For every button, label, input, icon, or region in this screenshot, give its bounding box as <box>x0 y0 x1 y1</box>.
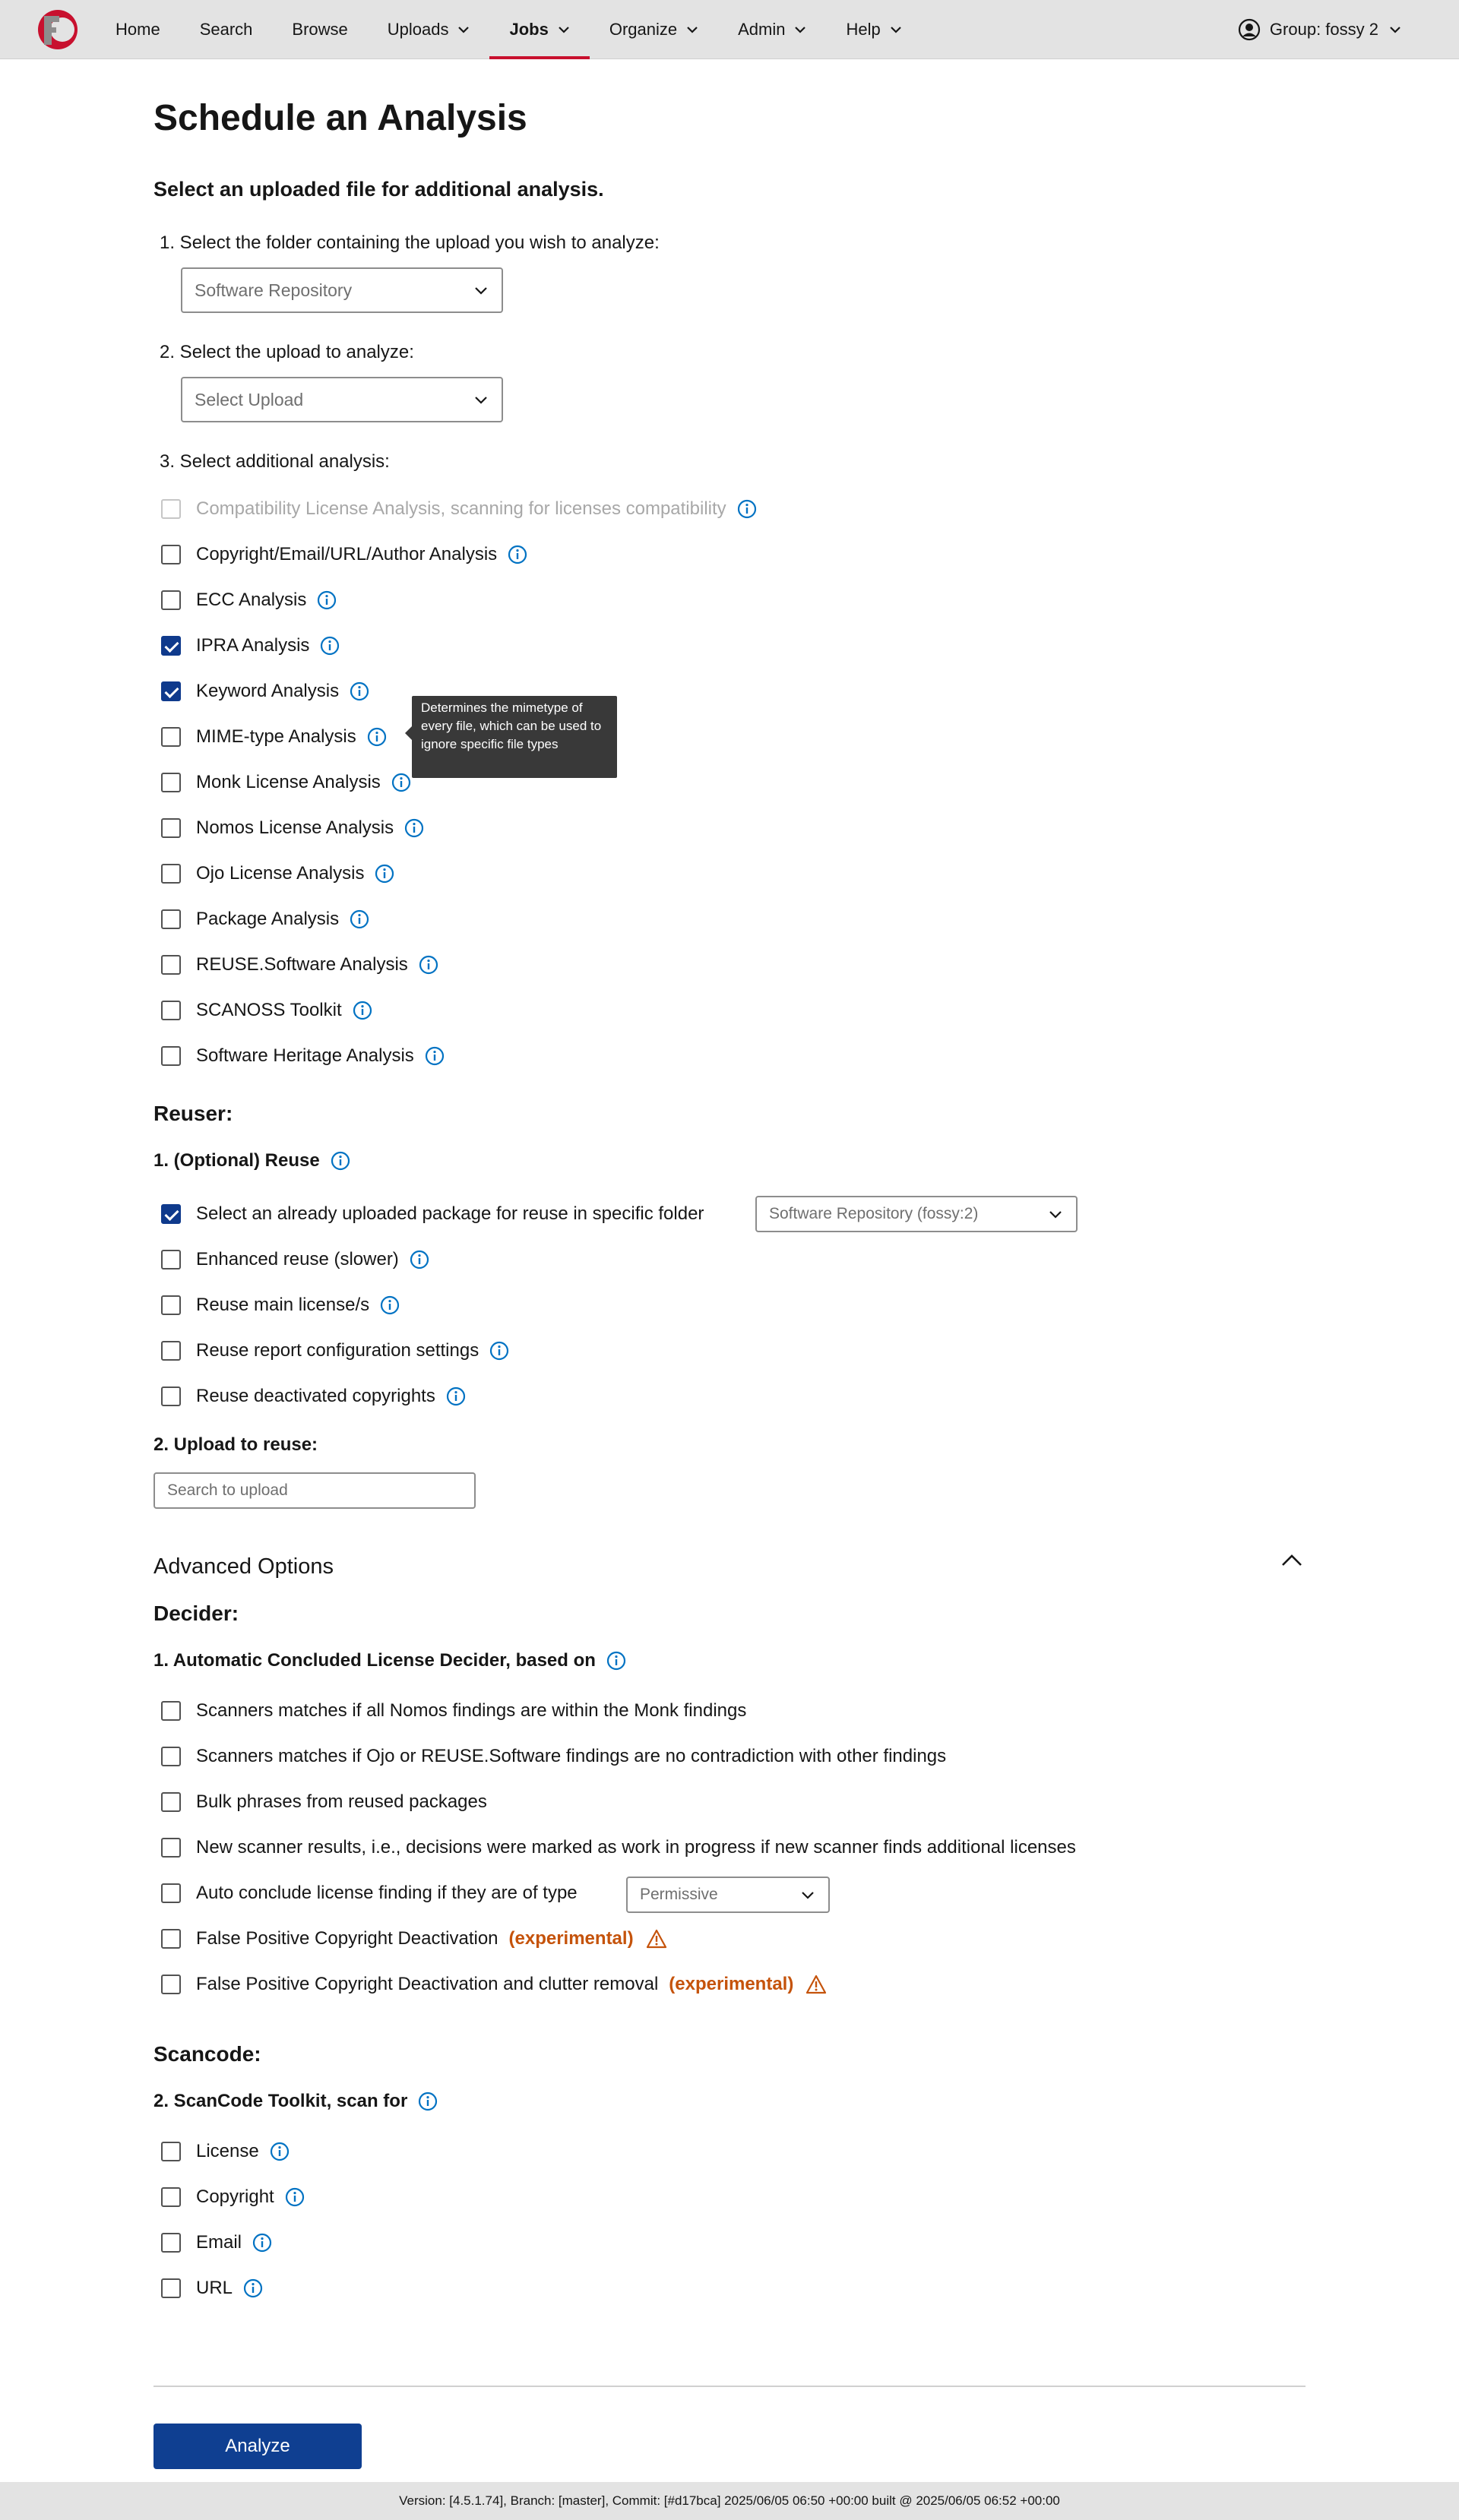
checkbox-label: MIME-type Analysis <box>196 726 356 747</box>
checkbox-row-copyright[interactable] <box>161 2183 305 2211</box>
checkbox-label: Enhanced reuse (slower) <box>196 1249 399 1269</box>
chevron-down-icon <box>474 286 488 295</box>
license-type-value: Permissive <box>640 1886 718 1903</box>
chevron-up-icon[interactable] <box>1278 1547 1306 1574</box>
nav-item-label: Home <box>116 20 160 39</box>
info-icon[interactable] <box>380 1295 400 1315</box>
checkbox[interactable] <box>161 1838 181 1858</box>
checkbox-label: Reuse deactivated copyrights <box>196 1386 435 1406</box>
analysis-step-label: 3. Select additional analysis: <box>160 451 390 472</box>
page-subtitle: Select an uploaded file for additional analysis. <box>153 178 604 201</box>
experimental-tag: (experimental) <box>669 1974 794 1994</box>
checkbox <box>161 499 181 519</box>
checkbox-label: Bulk phrases from reused packages <box>196 1791 487 1812</box>
page-title: Schedule an Analysis <box>153 98 527 138</box>
checkbox[interactable] <box>161 773 181 792</box>
info-icon[interactable] <box>367 727 387 747</box>
reuse-optional-label <box>153 1150 350 1171</box>
checkbox-row-mime-type-analysis[interactable] <box>161 723 387 751</box>
checkbox-row-copyright-email-url-author-analysis[interactable] <box>161 541 527 568</box>
info-icon[interactable] <box>418 2092 438 2111</box>
folder-select-value: Software Repository <box>195 280 353 300</box>
checkbox[interactable] <box>161 1975 181 1994</box>
upload-to-reuse-label: 2. Upload to reuse: <box>153 1434 318 1455</box>
checkbox-row-scanners-matches-if-ojo-or-reuse-softwar[interactable] <box>161 1743 946 1770</box>
info-icon[interactable] <box>350 909 369 929</box>
top-navbar <box>0 0 1459 59</box>
info-icon[interactable] <box>320 636 340 656</box>
reuse-search-placeholder: Search to upload <box>167 1481 288 1499</box>
fossology-logo[interactable] <box>35 8 79 51</box>
checkbox-row-enhanced-reuse-slower[interactable] <box>161 1246 429 1273</box>
nav-item-organize[interactable] <box>590 0 718 59</box>
checkbox-row-nomos-license-analysis[interactable] <box>161 814 424 842</box>
checkbox-label: False Positive Copyright Deactivation <box>196 1928 498 1949</box>
info-icon[interactable] <box>489 1341 509 1361</box>
checkbox[interactable] <box>161 681 181 701</box>
reuse-folder-value: Software Repository (fossy:2) <box>769 1205 979 1222</box>
checkbox-row-select-an-already-uploaded-package-for-r[interactable] <box>161 1200 704 1228</box>
info-icon[interactable] <box>404 818 424 838</box>
checkbox-label: Keyword Analysis <box>196 681 340 701</box>
checkbox-row-reuse-main-license-s[interactable] <box>161 1292 400 1319</box>
info-icon[interactable] <box>252 2233 272 2253</box>
checkbox-label: Copyright/Email/URL/Author Analysis <box>196 544 498 564</box>
checkbox-label: Email <box>196 2232 242 2253</box>
checkbox-label: License <box>196 2141 259 2161</box>
info-icon[interactable] <box>391 773 411 792</box>
nav-item-label: Search <box>199 20 253 39</box>
checkbox-row-false-positive-copyright-deactivation-an[interactable] <box>161 1971 827 1998</box>
checkbox-row-url[interactable] <box>161 2275 263 2302</box>
nav-item-help[interactable] <box>826 0 921 59</box>
folder-step-label: 1. Select the folder containing the upload you wish to analyze: <box>160 232 660 253</box>
chevron-down-icon <box>890 26 902 33</box>
mime-type-tooltip: Determines the mimetype of every file, which can be used to ignore specific file types <box>412 696 617 778</box>
checkbox-label: Reuse report configuration settings <box>196 1340 479 1361</box>
info-icon[interactable] <box>270 2142 290 2161</box>
nav-item-label: Organize <box>609 20 678 39</box>
info-icon[interactable] <box>446 1386 466 1406</box>
reuse-optional-text: 1. (Optional) Reuse <box>153 1150 320 1171</box>
info-icon[interactable] <box>350 681 369 701</box>
checkbox-row-software-heritage-analysis[interactable] <box>161 1042 445 1070</box>
info-icon[interactable] <box>425 1046 445 1066</box>
checkbox[interactable] <box>161 818 181 838</box>
checkbox[interactable] <box>161 1046 181 1066</box>
checkbox[interactable] <box>161 955 181 975</box>
checkbox[interactable] <box>161 864 181 884</box>
footer <box>0 2482 1459 2520</box>
chevron-down-icon <box>1049 1210 1062 1219</box>
info-icon[interactable] <box>331 1151 350 1171</box>
checkbox-row-ojo-license-analysis[interactable] <box>161 860 394 887</box>
checkbox[interactable] <box>161 2233 181 2253</box>
chevron-down-icon <box>558 26 570 33</box>
chevron-down-icon <box>457 26 470 33</box>
checkbox-label: URL <box>196 2278 233 2298</box>
checkbox[interactable] <box>161 1929 181 1949</box>
checkbox-label: Nomos License Analysis <box>196 817 394 838</box>
checkbox[interactable] <box>161 909 181 929</box>
checkbox-label: Scanners matches if all Nomos findings are within the Monk findings <box>196 1700 747 1721</box>
checkbox[interactable] <box>161 2187 181 2207</box>
info-icon[interactable] <box>243 2278 263 2298</box>
version-info: Version: [4.5.1.74], Branch: [master], Commit: [#d17bca] 2025/06/05 06:50 +00:00 built @ 2025/06/05 06:52 +00:00 <box>399 2493 1060 2508</box>
checkbox-label: Ojo License Analysis <box>196 863 365 884</box>
upload-select-value: Select Upload <box>195 389 304 409</box>
checkbox-label: Copyright <box>196 2186 274 2207</box>
scancode-heading: Scancode: <box>153 2042 261 2066</box>
checkbox-row-keyword-analysis[interactable] <box>161 678 369 705</box>
nav-menu <box>96 0 922 59</box>
checkbox-row-new-scanner-results-i-e-decisions-were-m[interactable] <box>161 1834 1076 1861</box>
checkbox-label: ECC Analysis <box>196 590 307 610</box>
divider <box>153 2386 1306 2387</box>
checkbox-row-bulk-phrases-from-reused-packages[interactable] <box>161 1788 487 1816</box>
decider-sub-text: 1. Automatic Concluded License Decider, based on <box>153 1650 596 1671</box>
checkbox-label: Auto conclude license finding if they are of type <box>196 1883 578 1903</box>
upload-step-label: 2. Select the upload to analyze: <box>160 342 414 362</box>
chevron-down-icon <box>794 26 806 33</box>
folder-select[interactable] <box>181 267 503 313</box>
checkbox[interactable] <box>161 2142 181 2161</box>
checkbox-row-reuse-report-configuration-settings[interactable] <box>161 1337 509 1364</box>
reuser-heading: Reuser: <box>153 1102 233 1125</box>
experimental-tag: (experimental) <box>508 1928 634 1949</box>
checkbox[interactable] <box>161 636 181 656</box>
info-icon[interactable] <box>353 1001 372 1020</box>
checkbox[interactable] <box>161 1386 181 1406</box>
info-icon[interactable] <box>410 1250 429 1269</box>
info-icon[interactable] <box>285 2187 305 2207</box>
checkbox-row-ecc-analysis[interactable] <box>161 587 337 614</box>
info-icon[interactable] <box>606 1651 626 1671</box>
nav-item-label: Browse <box>292 20 348 39</box>
nav-item-jobs[interactable] <box>489 0 589 59</box>
group-selector[interactable] <box>1238 0 1401 59</box>
checkbox-label: Package Analysis <box>196 909 340 929</box>
user-circle-icon <box>1238 18 1261 41</box>
chevron-down-icon <box>1389 26 1401 33</box>
nav-item-admin[interactable] <box>718 0 826 59</box>
checkbox-row-email[interactable] <box>161 2229 272 2256</box>
checkbox-label: Software Heritage Analysis <box>196 1045 414 1066</box>
checkbox-label: Scanners matches if Ojo or REUSE.Software findings are no contradiction with other findings <box>196 1746 947 1766</box>
checkbox-row-reuse-software-analysis[interactable] <box>161 951 438 979</box>
checkbox-label: New scanner results, i.e., decisions were marked as work in progress if new scanner finds additional licenses <box>196 1837 1076 1858</box>
warning-icon <box>646 1929 667 1949</box>
chevron-down-icon <box>801 1891 815 1899</box>
decider-heading: Decider: <box>153 1601 239 1625</box>
info-icon[interactable] <box>419 955 438 975</box>
nav-item-label: Help <box>846 20 881 39</box>
checkbox[interactable] <box>161 1701 181 1721</box>
checkbox-row-auto-conclude-license-finding-if-they-ar[interactable] <box>161 1880 578 1907</box>
checkbox[interactable] <box>161 727 181 747</box>
checkbox-label: Monk License Analysis <box>196 772 381 792</box>
checkbox-row-package-analysis[interactable] <box>161 906 369 933</box>
checkbox[interactable] <box>161 1204 181 1224</box>
analyze-button[interactable]: Analyze <box>153 2424 362 2469</box>
checkbox[interactable] <box>161 1001 181 1020</box>
info-icon[interactable] <box>737 499 757 519</box>
checkbox-label: IPRA Analysis <box>196 635 310 656</box>
nav-item-home[interactable] <box>96 0 180 59</box>
group-label: Group: fossy 2 <box>1269 20 1378 39</box>
chevron-down-icon <box>474 396 488 404</box>
nav-item-uploads[interactable] <box>368 0 490 59</box>
checkbox[interactable] <box>161 1341 181 1361</box>
checkbox-row-compatibility-license-analysis-scanning-[interactable] <box>161 495 757 523</box>
checkbox-row-scanners-matches-if-all-nomos-findings-a[interactable] <box>161 1697 746 1725</box>
checkbox-row-ipra-analysis[interactable] <box>161 632 340 659</box>
checkbox-label: REUSE.Software Analysis <box>196 954 408 975</box>
nav-item-browse[interactable] <box>272 0 367 59</box>
license-type-select[interactable] <box>626 1877 830 1913</box>
advanced-options-heading: Advanced Options <box>153 1554 334 1579</box>
checkbox-label: Compatibility License Analysis, scanning for licenses compatibility <box>196 498 726 519</box>
chevron-down-icon <box>686 26 698 33</box>
checkbox[interactable] <box>161 1295 181 1315</box>
checkbox[interactable] <box>161 1792 181 1812</box>
scancode-sub-text: 2. ScanCode Toolkit, scan for <box>153 2091 408 2111</box>
checkbox-row-reuse-deactivated-copyrights[interactable] <box>161 1383 466 1410</box>
checkbox-label: Reuse main license/s <box>196 1295 370 1315</box>
nav-item-search[interactable] <box>180 0 273 59</box>
info-icon[interactable] <box>508 545 527 564</box>
checkbox-row-scanoss-toolkit[interactable] <box>161 997 372 1024</box>
checkbox-label: SCANOSS Toolkit <box>196 1000 342 1020</box>
checkbox-row-license[interactable] <box>161 2138 290 2165</box>
checkbox-label: False Positive Copyright Deactivation and clutter removal <box>196 1974 659 1994</box>
nav-item-label: Admin <box>738 20 786 39</box>
reuse-search-input[interactable] <box>153 1472 476 1509</box>
checkbox-row-monk-license-analysis[interactable] <box>161 769 411 796</box>
warning-icon <box>805 1975 827 1994</box>
info-icon[interactable] <box>317 590 337 610</box>
checkbox[interactable] <box>161 1747 181 1766</box>
checkbox[interactable] <box>161 1883 181 1903</box>
checkbox-label: Select an already uploaded package for reuse in specific folder <box>196 1203 704 1224</box>
checkbox[interactable] <box>161 545 181 564</box>
decider-sub-label <box>153 1650 626 1671</box>
checkbox[interactable] <box>161 2278 181 2298</box>
reuse-folder-select[interactable] <box>755 1196 1078 1232</box>
nav-item-label: Uploads <box>387 20 449 39</box>
checkbox[interactable] <box>161 590 181 610</box>
scancode-sub-label <box>153 2091 438 2112</box>
nav-item-label: Jobs <box>509 20 549 39</box>
info-icon[interactable] <box>375 864 394 884</box>
checkbox[interactable] <box>161 1250 181 1269</box>
upload-select[interactable] <box>181 377 503 422</box>
checkbox-row-false-positive-copyright-deactivation[interactable] <box>161 1925 667 1952</box>
